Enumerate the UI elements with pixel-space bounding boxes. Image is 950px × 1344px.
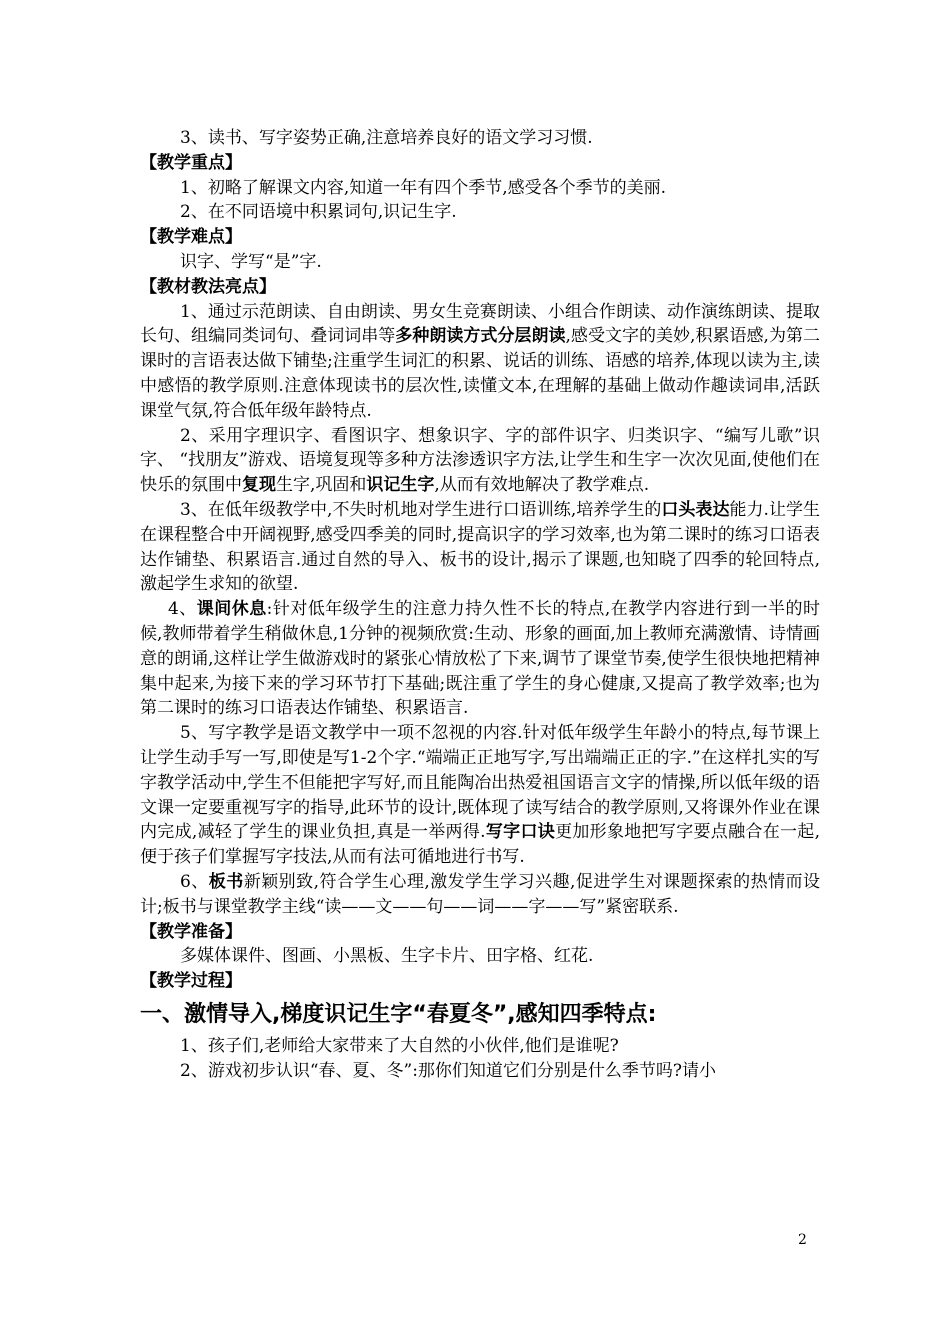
highlight-3-text-c: 能力.让学生在课程整合中开阔视野,感受四季美的同时,提高识字的学习效率,也为第二课时的练习口语表达作铺垫、积累语言.通过自然的导入、板书的设计,揭示了课题,也知晓了四季的轮回特点,激起学生求知的欲望. <box>140 499 821 595</box>
highlight-4-text-a: 4、 <box>168 599 197 620</box>
highlight-1-text-c: ,感受文字的美妙,积累语感,为第二课时的言语表达做下铺垫;注重学生词汇的积累、说话的训练、语感的培养,体现以读为主,读中感悟的教学原则.注意体现读书的层次性,读懂文本,在理解的基础上做动作趣读词串,活跃课堂气氛,符合低年级年龄特点. <box>140 326 821 421</box>
highlight-6-text-c: 新颖别致,符合学生心理,激发学生学习兴趣,促进学生对课题探索的热情而设计;板书与课堂教学主线“读——文——句——词——字——写”紧密联系. <box>140 871 820 917</box>
highlight-5 <box>140 721 820 870</box>
page-content <box>140 126 820 1083</box>
highlight-6-bold: 板书 <box>208 871 244 892</box>
highlight-2 <box>140 424 820 498</box>
highlight-5-text-c: 更加形象地把写字要点融合在一起,便于孩子们掌握写字技法,从而有法可循地进行书写. <box>140 822 821 868</box>
highlight-1-bold: 多种朗读方式分层朗读 <box>395 326 566 347</box>
highlight-6-text-a: 6、 <box>180 871 209 892</box>
highlight-2-bold-2: 识记生字 <box>366 475 435 496</box>
highlight-2-bold-1: 复现 <box>242 475 276 496</box>
highlight-4-text-c: :针对低年级学生的注意力持久性不长的特点,在教学内容进行到一半的时候,教师带着学生稍做休息,1分钟的视频欣赏:生动、形象的画面,加上教师充满激情、诗情画意的朗诵,这样让学生做游戏时的紧张心情放松了下来,调节了课堂节奏,使学生很快地把精神集中起来,为接下来的学习环节打下基础;既注重了学生的身心健康,又提高了教学效率;也为第二课时的练习口语表达作铺垫、积累语言. <box>140 599 820 719</box>
goal-3: 3、读书、写字姿势正确,注意培养良好的语文学习习惯. <box>180 128 593 148</box>
process-2: 2、游戏初步认识“春、夏、冬”:那你们知道它们分别是什么季节吗?请小 <box>180 1060 717 1081</box>
heading-highlights: 【教材教法亮点】 <box>140 276 276 297</box>
preparation-1: 多媒体课件、图画、小黑板、生字卡片、田字格、红花. <box>180 946 594 967</box>
difficulty-1: 识字、学写“是”字. <box>180 251 322 272</box>
highlight-2-text-e: ,从而有效地解决了教学难点. <box>434 475 650 496</box>
section-1-title: 一、激情导入,梯度识记生字“春夏冬”,感知四季特点: <box>140 1001 657 1027</box>
highlight-4-bold: 课间休息 <box>196 599 267 620</box>
heading-difficulties: 【教学难点】 <box>140 227 242 248</box>
process-1: 1、孩子们,老师给大家带来了大自然的小伙伴,他们是谁呢? <box>180 1035 619 1056</box>
highlight-5-bold: 写字口诀 <box>485 822 556 843</box>
highlight-3 <box>140 498 820 597</box>
highlight-2-text-a: 2、采用字理识字、看图识字、想象识字、字的部件识字、归类识字、“编写儿歌”识字、 “找朋友”游戏、语境复现等多种方法渗透识字方法,让学生和生字一次次见面,使他们在快乐的氛围中 <box>140 425 820 496</box>
heading-preparation: 【教学准备】 <box>140 921 242 942</box>
heading-process: 【教学过程】 <box>140 971 242 992</box>
highlight-4 <box>140 597 820 721</box>
highlight-1-text-a: 1、通过示范朗读、自由朗读、男女生竞赛朗读、小组合作朗读、动作演练朗读、提取长句、组编同类词句、叠词词串等 <box>140 301 820 347</box>
highlight-2-text-c: 生字,巩固和 <box>276 475 367 496</box>
heading-key-points: 【教学重点】 <box>140 152 242 173</box>
key-point-2: 2、在不同语境中积累词句,识记生字. <box>180 202 457 223</box>
highlight-6 <box>140 870 820 920</box>
highlight-3-text-a: 3、在低年级教学中,不失时机地对学生进行口语训练,培养学生的 <box>180 499 662 520</box>
highlight-1 <box>140 300 820 424</box>
highlight-5-text-a: 5、写字教学是语文教学中一项不忽视的内容.针对低年级学生年龄小的特点,每节课上让学生动手写一写,即使是写1-2个字.“端端正正地写字,写出端端正正的字.”在这样扎实的写字教学活动中,学生不但能把字写好,而且能陶冶出热爱祖国语言文字的情操,所以低年级的语文课一定要重视写字的指导,此环节的设计,既体现了读写结合的教学原则,又将课外作业在课内完成,减轻了学生的课业负担,真是一举两得. <box>140 723 820 843</box>
highlight-3-bold: 口头表达 <box>661 499 730 520</box>
page-number: 2 <box>798 1232 807 1248</box>
key-point-1: 1、初略了解课文内容,知道一年有四个季节,感受各个季节的美丽. <box>180 177 667 198</box>
